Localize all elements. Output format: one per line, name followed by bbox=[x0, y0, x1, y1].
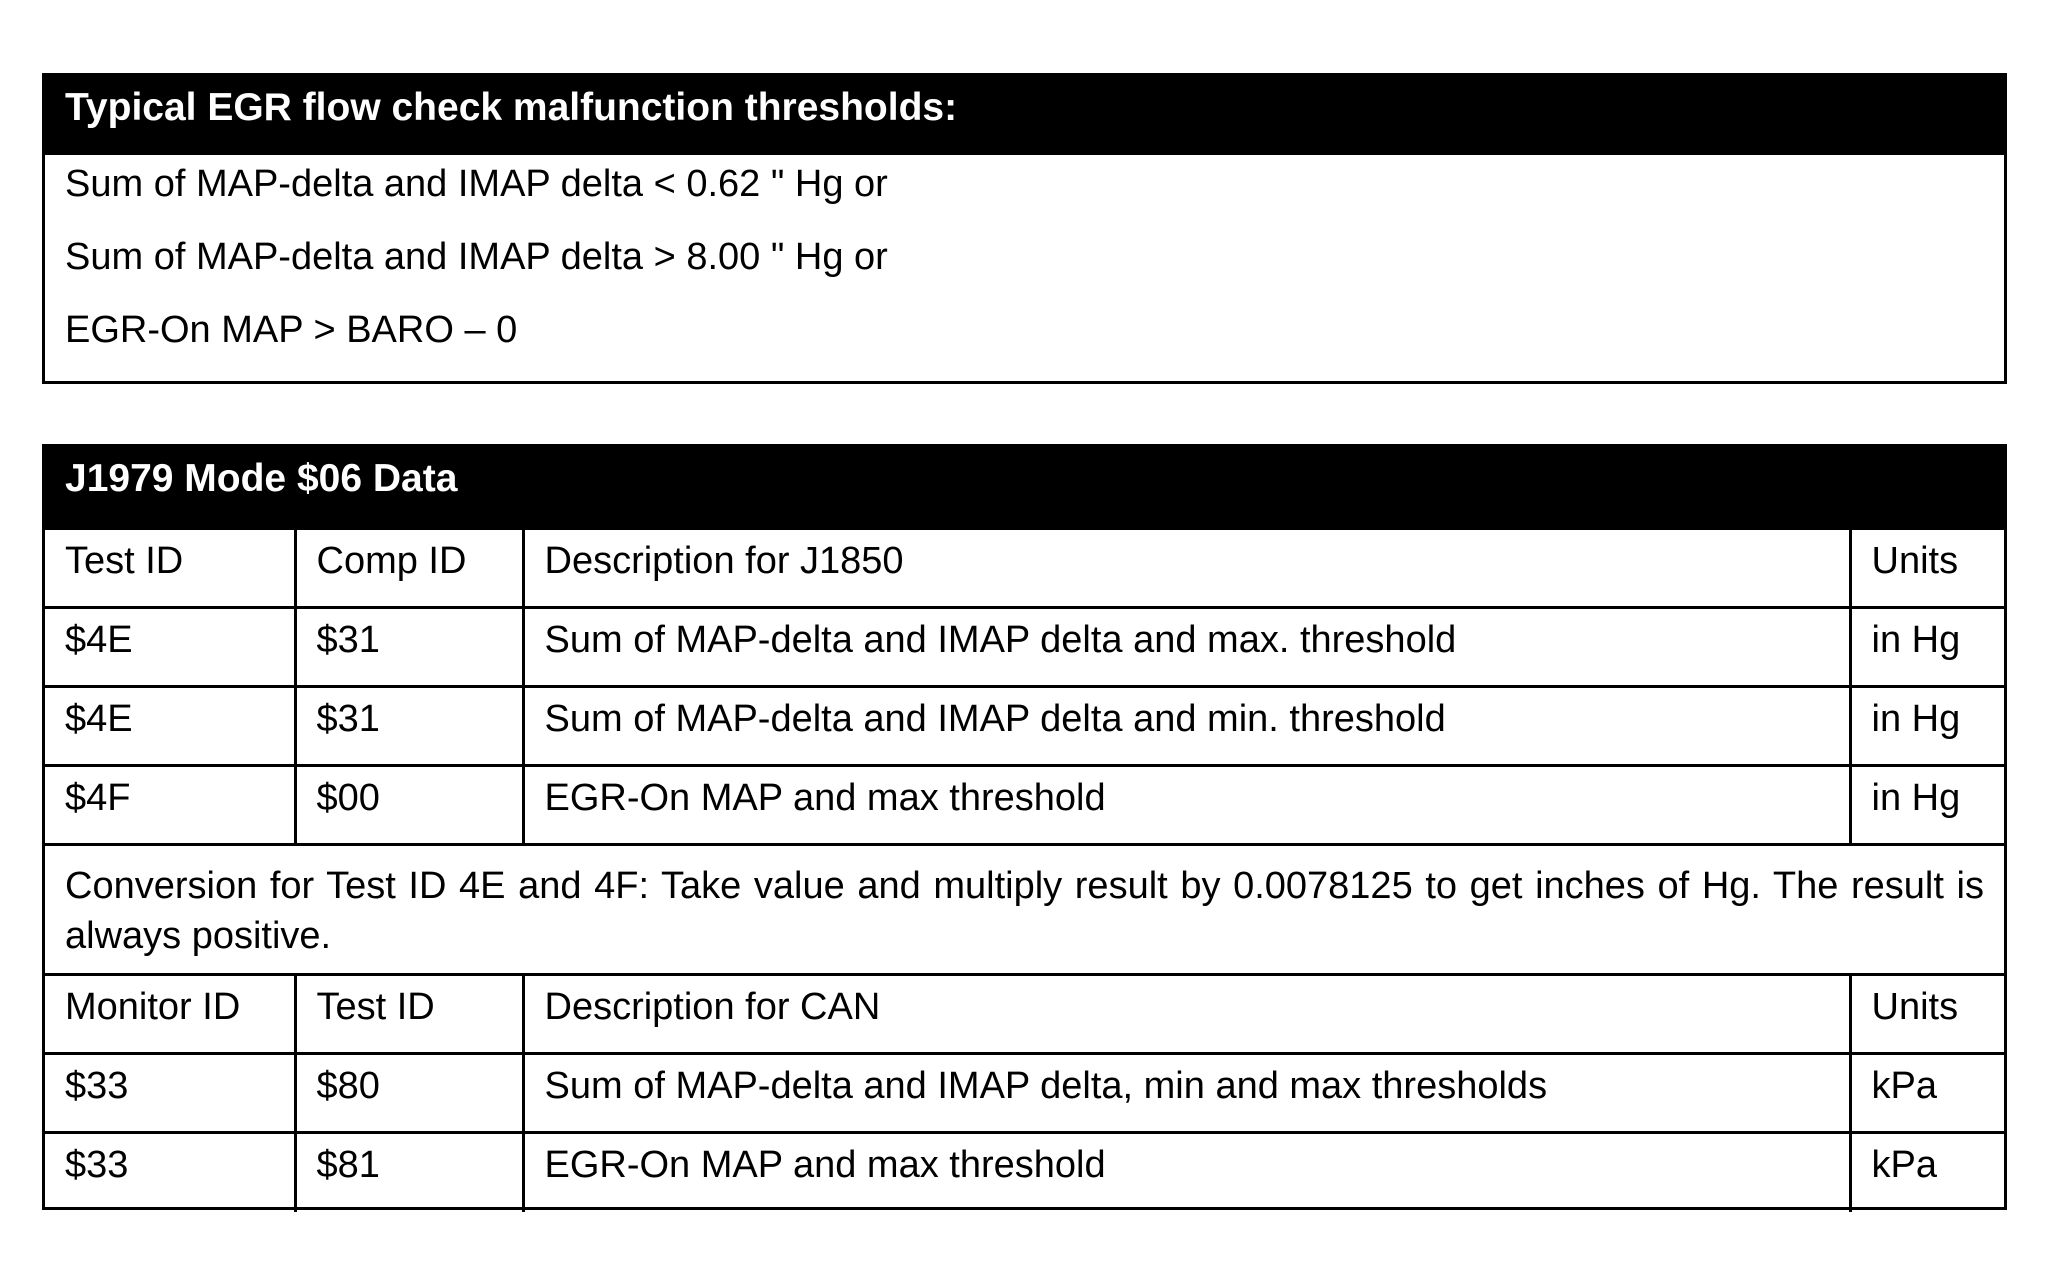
conversion-note-row bbox=[45, 845, 2004, 975]
header-cell: Test ID bbox=[45, 529, 295, 608]
threshold-line: Sum of MAP-delta and IMAP delta < 0.62 " Hg or bbox=[65, 163, 888, 205]
table-cell: in Hg bbox=[1850, 766, 2004, 845]
thresholds-title: Typical EGR flow check malfunction thresholds: bbox=[45, 76, 2004, 155]
table-cell: EGR-On MAP and max threshold bbox=[523, 766, 1850, 845]
header-cell: Comp ID bbox=[295, 529, 523, 608]
threshold-line: EGR-On MAP > BARO – 0 bbox=[65, 309, 518, 351]
table-cell: kPa bbox=[1850, 1054, 2004, 1133]
table-cell: in Hg bbox=[1850, 687, 2004, 766]
mode06-table bbox=[45, 527, 2004, 1212]
table-row bbox=[45, 608, 2004, 687]
table-cell: $4E bbox=[45, 608, 295, 687]
table-cell: Sum of MAP-delta and IMAP delta, min and max thresholds bbox=[523, 1054, 1850, 1133]
table-cell: kPa bbox=[1850, 1133, 2004, 1212]
table-row bbox=[45, 1054, 2004, 1133]
header-cell: Monitor ID bbox=[45, 975, 295, 1054]
conversion-note: Conversion for Test ID 4E and 4F: Take value and multiply result by 0.0078125 to get inches of Hg. The result is always positive. bbox=[45, 845, 2004, 975]
threshold-line: Sum of MAP-delta and IMAP delta > 8.00 " Hg or bbox=[65, 236, 888, 278]
header-cell: Description for CAN bbox=[523, 975, 1850, 1054]
table-row bbox=[45, 1133, 2004, 1212]
table-cell: $4F bbox=[45, 766, 295, 845]
thresholds-box bbox=[42, 73, 2007, 384]
table-row bbox=[45, 687, 2004, 766]
table-cell: $33 bbox=[45, 1054, 295, 1133]
table-row bbox=[45, 766, 2004, 845]
table-cell: $81 bbox=[295, 1133, 523, 1212]
table-cell: $31 bbox=[295, 687, 523, 766]
table-cell: $80 bbox=[295, 1054, 523, 1133]
j1850-header-row bbox=[45, 529, 2004, 608]
mode06-title: J1979 Mode $06 Data bbox=[45, 447, 2004, 527]
table-cell: $33 bbox=[45, 1133, 295, 1212]
table-cell: EGR-On MAP and max threshold bbox=[523, 1133, 1850, 1212]
table-cell: $31 bbox=[295, 608, 523, 687]
table-cell: $00 bbox=[295, 766, 523, 845]
table-cell: Sum of MAP-delta and IMAP delta and min. threshold bbox=[523, 687, 1850, 766]
header-cell: Units bbox=[1850, 529, 2004, 608]
table-cell: Sum of MAP-delta and IMAP delta and max. threshold bbox=[523, 608, 1850, 687]
table-cell: $4E bbox=[45, 687, 295, 766]
header-cell: Description for J1850 bbox=[523, 529, 1850, 608]
table-cell: in Hg bbox=[1850, 608, 2004, 687]
mode06-box bbox=[42, 444, 2007, 1210]
header-cell: Units bbox=[1850, 975, 2004, 1054]
header-cell: Test ID bbox=[295, 975, 523, 1054]
can-header-row bbox=[45, 975, 2004, 1054]
